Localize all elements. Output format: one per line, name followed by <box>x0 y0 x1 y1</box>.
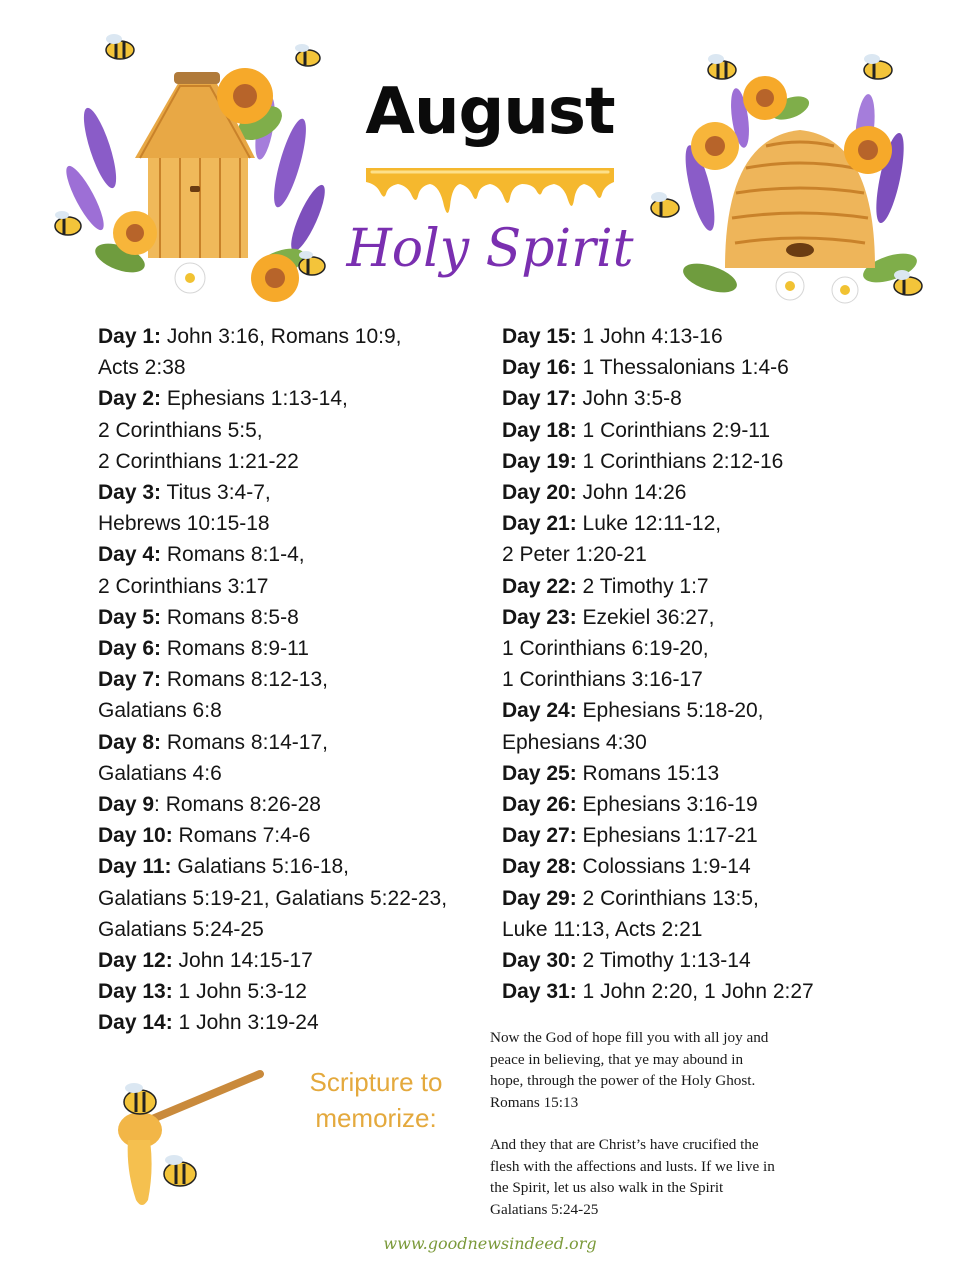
reading-entry <box>502 851 862 882</box>
day-label: Day 22: <box>502 574 577 598</box>
day-label: Day 19: <box>502 449 577 473</box>
scripture-reference: 2 Corinthians 5:5, <box>98 418 263 442</box>
reading-entry <box>502 945 862 976</box>
reading-entry <box>98 415 483 446</box>
day-label: Day 5: <box>98 605 162 629</box>
reading-entry <box>98 851 483 882</box>
reading-entry <box>98 664 483 695</box>
day-label: Day 30: <box>502 949 577 973</box>
day-label: Day 14: <box>98 1011 173 1035</box>
scripture-reference: Romans 8:12-13, <box>161 668 328 692</box>
verse-reference: Galatians 5:24-25 <box>490 1200 599 1218</box>
scripture-reference: 1 John 5:3-12 <box>172 980 307 1004</box>
reading-entry <box>98 945 483 976</box>
day-label: Day 29: <box>502 886 577 910</box>
day-label: Day 23: <box>502 605 577 629</box>
reading-entry <box>502 695 862 726</box>
scripture-reference: 2 Timothy 1:7 <box>576 574 709 598</box>
reading-entry <box>502 727 862 758</box>
scripture-reference: Romans 8:14-17, <box>161 730 328 754</box>
beehive-hut-illustration <box>40 28 340 308</box>
scripture-reference: Romans 8:1-4, <box>161 543 305 567</box>
reading-entry <box>502 352 862 383</box>
scripture-reference: Hebrews 10:15-18 <box>98 512 270 536</box>
reading-entry <box>502 633 862 664</box>
day-label: Day 17: <box>502 387 577 411</box>
reading-entry <box>98 883 483 914</box>
scripture-reference: Acts 2:38 <box>98 356 186 380</box>
scripture-reference: 2 Corinthians 13:5, <box>576 886 759 910</box>
reading-entry <box>98 352 483 383</box>
day-label: Day 1: <box>98 325 162 348</box>
reading-entry <box>98 914 483 945</box>
day-label: Day 31: <box>502 980 577 1004</box>
honey-dipper-illustration <box>110 1060 290 1210</box>
reading-entry <box>502 976 862 1007</box>
day-label: Day 11: <box>98 855 172 879</box>
scripture-reference: Titus 3:4-7, <box>161 481 271 505</box>
scripture-reference: 1 Corinthians 2:9-11 <box>576 418 771 442</box>
day-label: Day 25: <box>502 761 577 785</box>
reading-entry <box>502 508 862 539</box>
reading-entry <box>502 539 862 570</box>
day-label: Day 4: <box>98 543 162 567</box>
reading-entry <box>98 477 483 508</box>
scripture-reference: Ephesians 1:13-14, <box>161 387 348 411</box>
reading-entry <box>98 758 483 789</box>
day-label: Day 21: <box>502 512 577 536</box>
reading-entry <box>502 477 862 508</box>
scripture-reference: Romans 8:5-8 <box>161 605 299 629</box>
reading-entry <box>98 602 483 633</box>
scripture-reference: 2 Corinthians 1:21-22 <box>98 449 299 473</box>
day-label: Day 7: <box>98 668 162 692</box>
scripture-reference: 1 Corinthians 2:12-16 <box>576 449 784 473</box>
verse-line: Now the God of hope fill you with all joy and <box>490 1029 769 1046</box>
reading-entry <box>98 1007 483 1038</box>
scripture-reference: 1 Corinthians 6:19-20, <box>502 637 709 661</box>
scripture-reference: Ephesians 1:17-21 <box>576 824 758 848</box>
scripture-reference: Romans 8:9-11 <box>161 637 309 661</box>
memory-verse-2 <box>490 1134 840 1220</box>
reading-entry <box>98 321 483 352</box>
scripture-reference: Colossians 1:9-14 <box>576 855 751 879</box>
page-title: August <box>365 75 615 149</box>
reading-entry <box>98 508 483 539</box>
reading-entry <box>502 571 862 602</box>
day-label: Day 15: <box>502 325 577 348</box>
day-label: Day 12: <box>98 949 173 973</box>
scripture-reference: 1 John 4:13-16 <box>576 325 723 348</box>
reading-list-left <box>98 321 483 1039</box>
scripture-reference: Ezekiel 36:27, <box>576 605 715 629</box>
reading-entry <box>502 321 862 352</box>
scripture-reference: Galatians 5:24-25 <box>98 917 264 941</box>
day-label: Day 26: <box>502 793 577 817</box>
scripture-reference: Romans 15:13 <box>576 761 720 785</box>
day-label: Day 13: <box>98 980 173 1004</box>
memorize-heading <box>286 1064 466 1136</box>
reading-entry <box>502 820 862 851</box>
scripture-reference: 2 Corinthians 3:17 <box>98 574 269 598</box>
scripture-reference: John 14:15-17 <box>172 949 313 973</box>
verse-line: peace in believing, that ye may abound in <box>490 1050 744 1068</box>
memorize-line-2: memorize: <box>315 1103 437 1133</box>
reading-entry <box>98 633 483 664</box>
reading-entry <box>502 789 862 820</box>
reading-entry <box>502 446 862 477</box>
scripture-reference: 1 Thessalonians 1:4-6 <box>576 356 789 380</box>
reading-entry <box>98 571 483 602</box>
page-subtitle: Holy Spirit <box>346 219 634 279</box>
scripture-reference: Galatians 5:16-18, <box>171 855 350 879</box>
reading-entry <box>502 758 862 789</box>
scripture-reference: Ephesians 4:30 <box>502 730 647 754</box>
verse-reference: Romans 15:13 <box>490 1093 579 1111</box>
beehive-skep-illustration <box>640 38 950 308</box>
reading-entry <box>502 415 862 446</box>
day-label: Day 2: <box>98 387 162 411</box>
verse-line: the Spirit, let us also walk in the Spirit <box>490 1179 724 1197</box>
reading-entry <box>98 727 483 758</box>
day-label: Day 6: <box>98 637 162 661</box>
scripture-reference: Luke 12:11-12, <box>576 512 722 536</box>
day-label: Day 8: <box>98 730 162 754</box>
reading-entry <box>502 914 862 945</box>
day-label: Day 10: <box>98 824 173 848</box>
scripture-reference: John 3:16, Romans 10:9, <box>161 325 402 348</box>
day-label: Day 3: <box>98 481 162 505</box>
reading-entry <box>98 539 483 570</box>
scripture-reference: : Romans 8:26-28 <box>154 793 321 817</box>
scripture-reference: John 3:5-8 <box>576 387 682 411</box>
day-label: Day 20: <box>502 481 577 505</box>
scripture-reference: Galatians 5:19-21, Galatians 5:22-23, <box>98 886 448 910</box>
reading-entry <box>502 383 862 414</box>
reading-entry <box>98 446 483 477</box>
reading-entry <box>502 664 862 695</box>
website-link[interactable]: www.goodnewsindeed.org <box>383 1234 597 1253</box>
memorize-line-1: Scripture to <box>309 1067 443 1097</box>
scripture-reference: 2 Peter 1:20-21 <box>502 543 647 567</box>
day-label: Day 18: <box>502 418 577 442</box>
reading-entry <box>98 383 483 414</box>
verse-line: hope, through the power of the Holy Ghost. <box>490 1072 756 1090</box>
scripture-reference: 1 Corinthians 3:16-17 <box>502 668 703 692</box>
scripture-reference: 1 John 3:19-24 <box>172 1011 319 1035</box>
reading-entry <box>502 602 862 633</box>
reading-entry <box>98 789 483 820</box>
day-label: Day 9 <box>98 793 155 817</box>
scripture-reference: Ephesians 5:18-20, <box>576 699 764 723</box>
day-label: Day 27: <box>502 824 577 848</box>
verse-line: flesh with the affections and lusts. If we live in <box>490 1157 775 1175</box>
reading-entry <box>98 820 483 851</box>
reading-entry <box>502 883 862 914</box>
scripture-reference: Romans 7:4-6 <box>172 824 311 848</box>
reading-entry <box>98 695 483 726</box>
reading-list-right <box>502 321 862 1007</box>
reading-entry <box>98 976 483 1007</box>
memory-verse-1 <box>490 1027 840 1113</box>
scripture-reference: Luke 11:13, Acts 2:21 <box>502 917 703 941</box>
day-label: Day 24: <box>502 699 577 723</box>
scripture-reference: Galatians 6:8 <box>98 699 222 723</box>
verse-line: And they that are Christ’s have crucified the <box>490 1136 759 1153</box>
scripture-reference: John 14:26 <box>576 481 687 505</box>
scripture-reference: Galatians 4:6 <box>98 761 222 785</box>
day-label: Day 16: <box>502 356 577 380</box>
scripture-reference: 2 Timothy 1:13-14 <box>576 949 751 973</box>
day-label: Day 28: <box>502 855 577 879</box>
scripture-reference: Ephesians 3:16-19 <box>576 793 758 817</box>
scripture-reference: 1 John 2:20, 1 John 2:27 <box>576 980 814 1004</box>
